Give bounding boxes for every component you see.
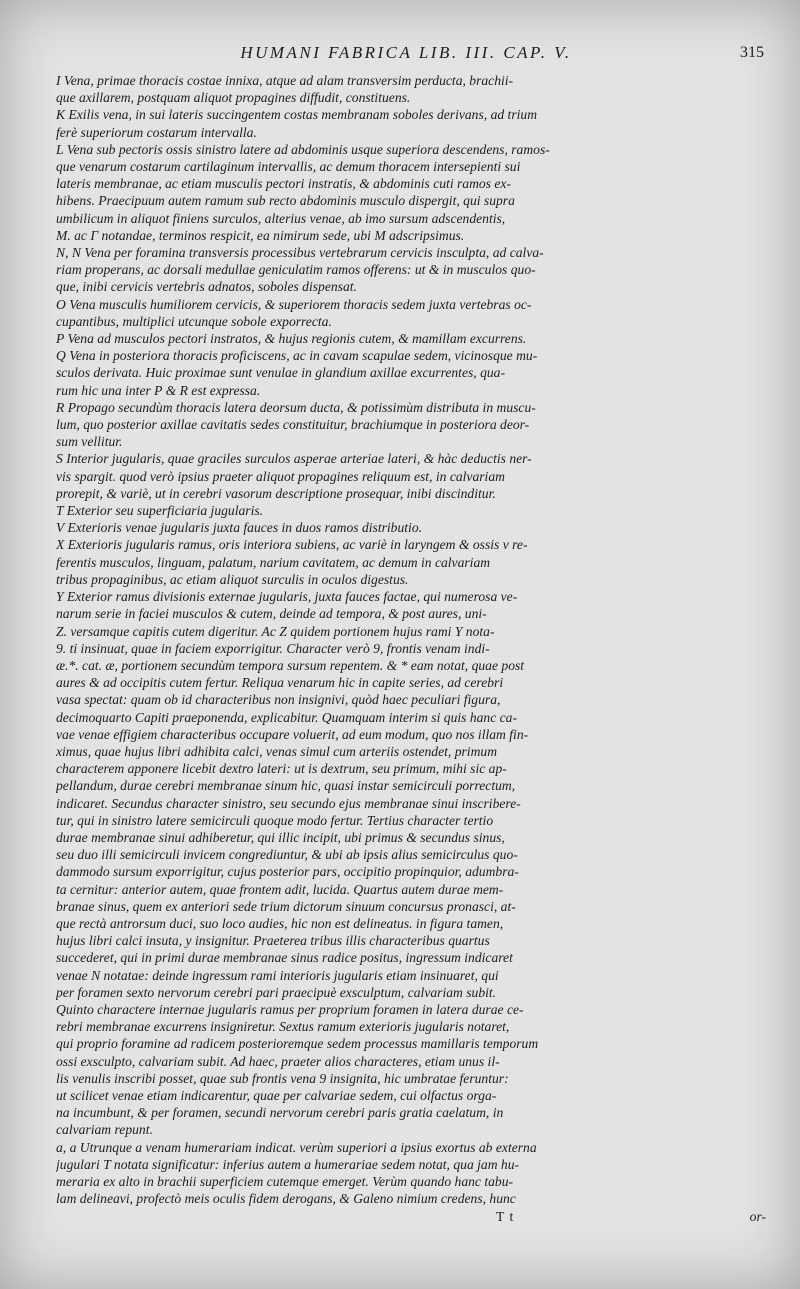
text-line: narum serie in faciei musculos & cutem, deinde ad tempora, & post aures, uni- bbox=[56, 606, 487, 622]
text-line: hujus libri calci insuta, y insignitur. Praeterea tribus illis characteribus quartus bbox=[56, 933, 490, 949]
text-line: æ.*. cat. æ, portionem secundùm tempora sursum repentem. & * eam notat, quae post bbox=[56, 657, 525, 673]
text-line: P Vena ad musculos pectori instratos, & hujus regionis cutem, & mamillam excurrens. bbox=[56, 331, 527, 347]
text-line: vae venae effigiem characteribus occupare voluerit, ad eum modum, quo nos illam fin- bbox=[56, 726, 529, 742]
text-line: ximus, quae hujus libri adhibita calci, venas simul cum arteriis ostendet, primum bbox=[56, 743, 498, 759]
text-line: L Vena sub pectoris ossis sinistro latere ad abdominis usque superiora descendens, ramos- bbox=[56, 141, 550, 157]
text-line: ta cernitur: anterior autem, quae frontem adit, lucida. Quartus autem durae mem- bbox=[56, 881, 504, 897]
text-line: N, N Vena per foramina transversis processibus vertebrarum cervicis insculpta, ad calva- bbox=[56, 245, 544, 261]
text-line: na incumbunt, & per foramen, secundi nervorum cerebri paris gratia caelatum, in bbox=[56, 1105, 504, 1121]
text-line: lum, quo posterior axillae cavitatis sedes constituitur, brachiumque in posteriora deor- bbox=[56, 417, 530, 433]
text-line: aures & ad occipitis cutem fertur. Reliqua venarum hic in capite series, ad cerebri bbox=[56, 675, 504, 691]
text-line: que axillarem, postquam aliquot propagines diffudit, constituens. bbox=[56, 90, 411, 106]
text-line: M. ac Γ notandae, terminos respicit, ea nimirum sede, ubi M adscripsimus. bbox=[56, 227, 465, 243]
text-line: lam delineavi, profectò meis oculis fidem derogans, & Galeno nimium credens, hunc bbox=[56, 1191, 516, 1207]
text-line: X Exterioris jugularis ramus, oris interiora subiens, ac variè in laryngem & ossis v re- bbox=[56, 537, 528, 553]
text-line: cupantibus, multiplici utcunque sobole exporrecta. bbox=[56, 313, 332, 329]
text-line: dammodo sursum exporrigitur, cujus posterior pars, occipitio propinquior, adumbra- bbox=[56, 864, 519, 880]
text-line: ut scilicet venae etiam indicarentur, quae per calvariae sedem, cui olfactus orga- bbox=[56, 1087, 497, 1103]
text-line: indicaret. Secundus character sinistro, seu secundo ejus membranae sinui inscribere- bbox=[56, 795, 521, 811]
text-line: sculos derivata. Huic proximae sunt venulae in glandium axillae excurrentes, qua- bbox=[56, 365, 505, 381]
catchword: or- bbox=[749, 1209, 766, 1225]
text-line: que rectà antrorsum duci, suo loco audies, hic non est delineatus. in figura tamen, bbox=[56, 915, 504, 931]
text-line: S Interior jugularis, quae graciles surculos asperae arteriae lateri, & hàc deductis ner- bbox=[56, 451, 532, 467]
running-title: HUMANI FABRICA LIB. III. CAP. V. bbox=[240, 43, 572, 62]
page-number: 315 bbox=[740, 44, 764, 61]
text-line: lateris membranae, ac etiam musculis pectori instratis, & abdominis cuti ramos ex- bbox=[56, 176, 511, 192]
text-line: T Exterior seu superficiaria jugularis. bbox=[56, 503, 264, 519]
text-line: per foramen sexto nervorum cerebri pari praecipuè exsculptum, calvariam subit. bbox=[56, 984, 497, 1000]
text-line: prorepit, & variè, ut in cerebri vasorum descriptione prosequar, inibi discinditur. bbox=[56, 485, 496, 501]
running-head bbox=[56, 43, 764, 68]
text-line: Z. versamque capitis cutem digeritur. Ac Z quidem portionem hujus rami Y nota- bbox=[56, 623, 495, 639]
text-line: characterem apponere licebit dextro lateri: ut is dextrum, seu primum, mihi sic ap- bbox=[56, 761, 507, 777]
text-line: meraria ex alto in brachii superficiem cutemque emerget. Verùm quando hanc tabu- bbox=[56, 1174, 514, 1189]
text-line: vasa spectat: quam ob id characteribus non insignivi, quòd haec peculiari figura, bbox=[56, 692, 501, 708]
text-line: sum vellitur. bbox=[56, 434, 123, 450]
text-line: tur, qui in sinistro latere semicirculi quoque modo fertur. Tertius character tertio bbox=[56, 812, 494, 828]
text-line: I Vena, primae thoracis costae innixa, atque ad alam transversim perducta, brachii- bbox=[56, 73, 514, 88]
text-line: 9. ti insinuat, quae in faciem exporrigitur. Character verò 9, frontis venam indi- bbox=[56, 640, 490, 656]
text-line: calvariam repunt. bbox=[56, 1122, 153, 1138]
text-line: K Exilis vena, in sui lateris succingentem costas membranam soboles derivans, ad trium bbox=[56, 107, 538, 123]
text-line: a, a Utrunque a venam humerariam indicat. verùm superiori a ipsius exortus ab externa bbox=[56, 1139, 537, 1155]
text-line: branae sinus, quem ex anteriori sede trium dictorum sinuum concursus pronasci, at- bbox=[56, 898, 516, 914]
text-line: umbilicum in aliquot finiens surculos, alterius venae, ab imo sursum adscendentis, bbox=[56, 210, 506, 226]
text-line: hibens. Praecipuum autem ramum sub recto abdominis musculo dispergit, qui supra bbox=[56, 193, 515, 209]
text-line: seu duo illi semicirculi invicem congrediuntur, & ubi ab ipsis alius semicirculus quo- bbox=[56, 847, 518, 863]
text-line: durae membranae sinui adhiberetur, qui illic incipit, ubi primus & secundus sinus, bbox=[56, 829, 505, 845]
body-text bbox=[56, 72, 756, 1207]
text-line: ferè superiorum costarum intervalla. bbox=[56, 124, 257, 140]
text-line: rum hic una inter P & R est expressa. bbox=[56, 382, 261, 398]
page-text-block bbox=[56, 43, 766, 1225]
text-line: Quinto charactere internae jugularis ramus per proprium foramen in latera durae ce- bbox=[56, 1001, 524, 1017]
text-line: que, inibi cervicis vertebris adnatos, soboles dispensat. bbox=[56, 279, 357, 295]
text-line: riam properans, ac dorsali medullae geniculatim ramos offerens: ut & in musculos quo- bbox=[56, 262, 536, 278]
text-line: venae N notatae: deinde ingressum rami interioris jugularis etiam insinuaret, qui bbox=[56, 967, 499, 983]
text-line: jugulari T notata significatur: inferius autem a humerariae sedem notat, qua jam hu- bbox=[56, 1156, 520, 1172]
text-line: O Vena musculis humiliorem cervicis, & superiorem thoracis sedem juxta vertebras oc- bbox=[56, 296, 532, 312]
text-line: rebri membranae excurrens insigniretur. Sextus ramum exterioris jugularis notaret, bbox=[56, 1019, 510, 1035]
text-line: que venarum costarum cartilaginum intervallis, ac demum thoracem intersepienti sui bbox=[56, 159, 521, 175]
text-line: pellandum, durae cerebri membranae sinum hic, quasi instar semicirculi porrectum, bbox=[56, 778, 516, 794]
text-line: ossi exsculpto, calvariam subit. Ad haec, praeter alios characteres, etiam unus il- bbox=[56, 1053, 500, 1069]
text-line: succederet, qui in primi durae membranae sinus radice positus, ingressum indicaret bbox=[56, 950, 513, 966]
text-line: Q Vena in posteriora thoracis proficiscens, ac in cavam scapulae sedem, vicinosque mu- bbox=[56, 348, 538, 364]
text-line: R Propago secundùm thoracis latera deorsum ducta, & potissimùm distributa in muscu- bbox=[56, 399, 536, 415]
text-line: qui proprio foramine ad radicem posterioremque sedem processus mamillaris temporum bbox=[56, 1036, 539, 1052]
text-line: lis venulis inscribi posset, quae sub frontis vena 9 insignita, hic umbratae feruntur: bbox=[56, 1070, 509, 1086]
signature-mark: T t bbox=[496, 1209, 515, 1225]
text-line: ferentis musculos, linguam, palatum, narium cavitatem, ac demum in calvariam bbox=[56, 554, 491, 570]
text-line: V Exterioris venae jugularis juxta fauces in duos ramos distributio. bbox=[56, 520, 423, 536]
text-line: tribus propaginibus, ac etiam aliquot surculis in oculos digestus. bbox=[56, 571, 409, 587]
text-line: decimoquarto Capiti praeponenda, explicabitur. Quamquam interim si quis hanc ca- bbox=[56, 709, 518, 725]
text-line: Y Exterior ramus divisionis externae jugularis, juxta fauces factae, qui numerosa ve- bbox=[56, 589, 518, 605]
text-line: vis spargit. quod verò ipsius praeter aliquot propagines reliquum est, in calvariam bbox=[56, 468, 505, 484]
